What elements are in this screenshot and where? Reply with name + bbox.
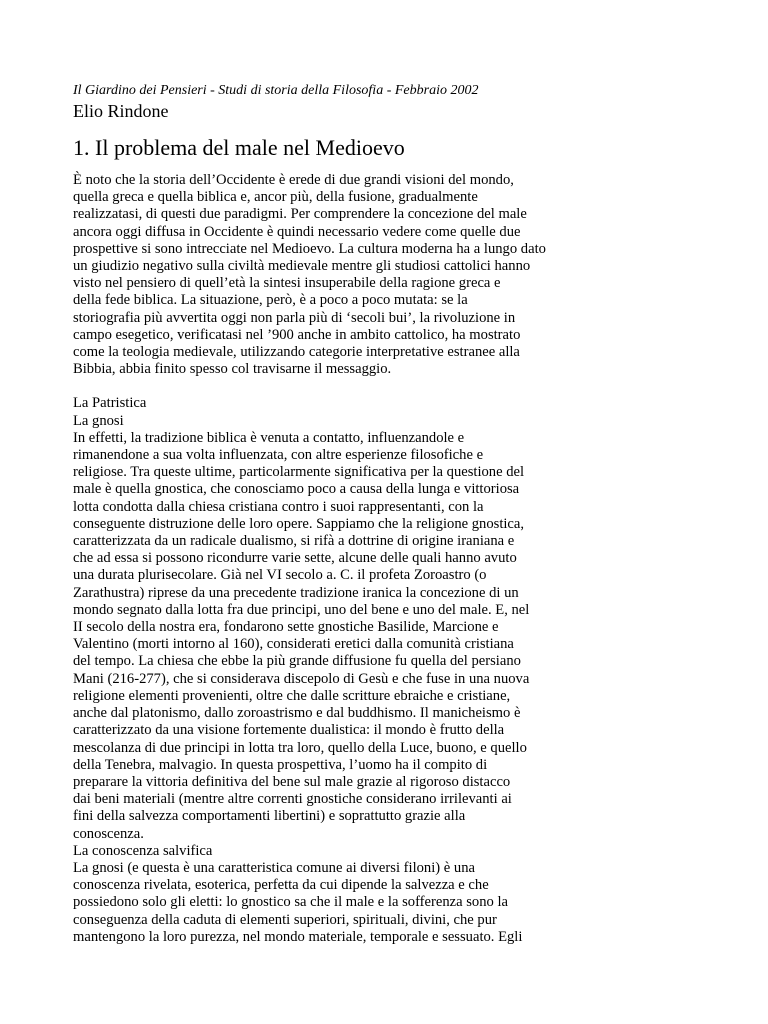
text-line: quella greca e quella biblica e, ancor più, della fusione, gradualmente <box>73 189 478 206</box>
text-line: religione elementi provenienti, oltre che dalle scritture ebraiche e cristiane, <box>73 687 511 704</box>
text-line: fini della salvezza comportamenti libertini) e soprattutto grazie alla <box>73 808 466 825</box>
text-line: prospettive si sono intrecciate nel Medioevo. La cultura moderna ha a lungo dato <box>73 240 546 257</box>
text-line: male è quella gnostica, che conosciamo poco a causa della lunga e vittoriosa <box>73 481 520 498</box>
text-line: mantengono la loro purezza, nel mondo materiale, temporale e sessuato. Egli <box>73 928 523 945</box>
text-line: Zarathustra) riprese da una precedente tradizione iranica la concezione di un <box>73 584 519 601</box>
text-line: mescolanza di due principi in lotta tra loro, quello della Luce, buono, e quello <box>73 739 527 756</box>
text-line: ancora oggi diffusa in Occidente è quindi necessario vedere come quelle due <box>73 223 521 240</box>
text-line: della fede biblica. La situazione, però, è a poco a poco mutata: se la <box>73 292 468 309</box>
text-line: Mani (216-277), che si considerava discepolo di Gesù e che fuse in una nuova <box>73 670 530 687</box>
text-line: mondo segnato dalla lotta fra due principi, uno del bene e uno del male. E, nel <box>73 601 530 618</box>
text-line: che ad essa si possono ricondurre varie sette, alcune delle quali hanno avuto <box>73 550 517 567</box>
text-line: rimanendone a sua volta influenzata, con altre esperienze filosofiche e <box>73 447 484 464</box>
text-line: preparare la vittoria definitiva del bene sul male grazie al rigoroso distacco <box>73 773 511 790</box>
gnosi-section <box>73 395 593 946</box>
subsection-heading: La conoscenza salvifica <box>73 842 213 859</box>
text-line: religiose. Tra queste ultime, particolarmente significativa per la questione del <box>73 464 525 481</box>
document-page <box>73 82 593 946</box>
text-line: conseguenza della caduta di elementi superiori, spirituali, divini, che pur <box>73 911 497 928</box>
paragraph-gap <box>73 378 593 395</box>
text-line: una durata plurisecolare. Già nel VI secolo a. C. il profeta Zoroastro (o <box>73 567 487 584</box>
text-line: La gnosi (e questa è una caratteristica comune ai diversi filoni) è una <box>73 859 475 876</box>
text-line: dai beni materiali (mentre altre correnti gnostiche considerano irrilevanti ai <box>73 791 512 808</box>
text-line: anche dal platonismo, dallo zoroastrismo e dal buddhismo. Il manicheismo è <box>73 705 521 722</box>
text-line: È noto che la storia dell’Occidente è erede di due grandi visioni del mondo, <box>73 172 514 188</box>
text-line: campo esegetico, verificatasi nel ’900 anche in ambito cattolico, ha mostrato <box>73 326 521 343</box>
text-line: della Tenebra, malvagio. In questa prospettiva, l’uomo ha il compito di <box>73 756 488 773</box>
text-line: Valentino (morti intorno al 160), considerati eretici dalla comunità cristiana <box>73 636 514 653</box>
text-line: lotta condotta dalla chiesa cristiana contro i suoi rappresentanti, con la <box>73 498 484 515</box>
section-heading: La Patristica <box>73 395 147 412</box>
text-line: come la teologia medievale, utilizzando categorie interpretative estranee alla <box>73 344 520 361</box>
text-line: conoscenza rivelata, esoterica, perfetta da cui dipende la salvezza e che <box>73 877 489 894</box>
text-line: storiografia più avvertita oggi non parla più di ‘secoli bui’, la rivoluzione in <box>73 309 516 326</box>
page-title: 1. Il problema del male nel Medioevo <box>73 135 405 160</box>
text-line: del tempo. La chiesa che ebbe la più grande diffusione fu quella del persiano <box>73 653 521 670</box>
text-line: caratterizzata da un radicale dualismo, si rifà a dottrine di origine iraniana e <box>73 533 515 550</box>
text-line: visto nel pensiero di quell’età la sintesi insuperabile della ragione greca e <box>73 275 501 292</box>
author-name: Elio Rindone <box>73 101 169 121</box>
text-line: realizzatasi, di questi due paradigmi. Per comprendere la concezione del male <box>73 206 527 223</box>
text-line: conoscenza. <box>73 825 144 842</box>
text-line: caratterizzato da una visione fortemente dualistica: il mondo è frutto della <box>73 722 505 739</box>
running-head: Il Giardino dei Pensieri - Studi di storia della Filosofia - Febbraio 2002 <box>73 83 479 98</box>
text-line: conseguente distruzione delle loro opere. Sappiamo che la religione gnostica, <box>73 515 525 532</box>
text-line: un giudizio negativo sulla civiltà medievale mentre gli studiosi cattolici hanno <box>73 258 531 275</box>
text-line: possiedono solo gli eletti: lo gnostico sa che il male e la sofferenza sono la <box>73 894 509 911</box>
text-line: II secolo della nostra era, fondarono sette gnostiche Basilide, Marcione e <box>73 619 499 636</box>
text-line: Bibbia, abbia finito spesso col travisarne il messaggio. <box>73 361 392 378</box>
text-line: In effetti, la tradizione biblica è venuta a contatto, influenzandole e <box>73 429 465 446</box>
subsection-heading: La gnosi <box>73 412 124 429</box>
intro-paragraph <box>73 172 593 378</box>
